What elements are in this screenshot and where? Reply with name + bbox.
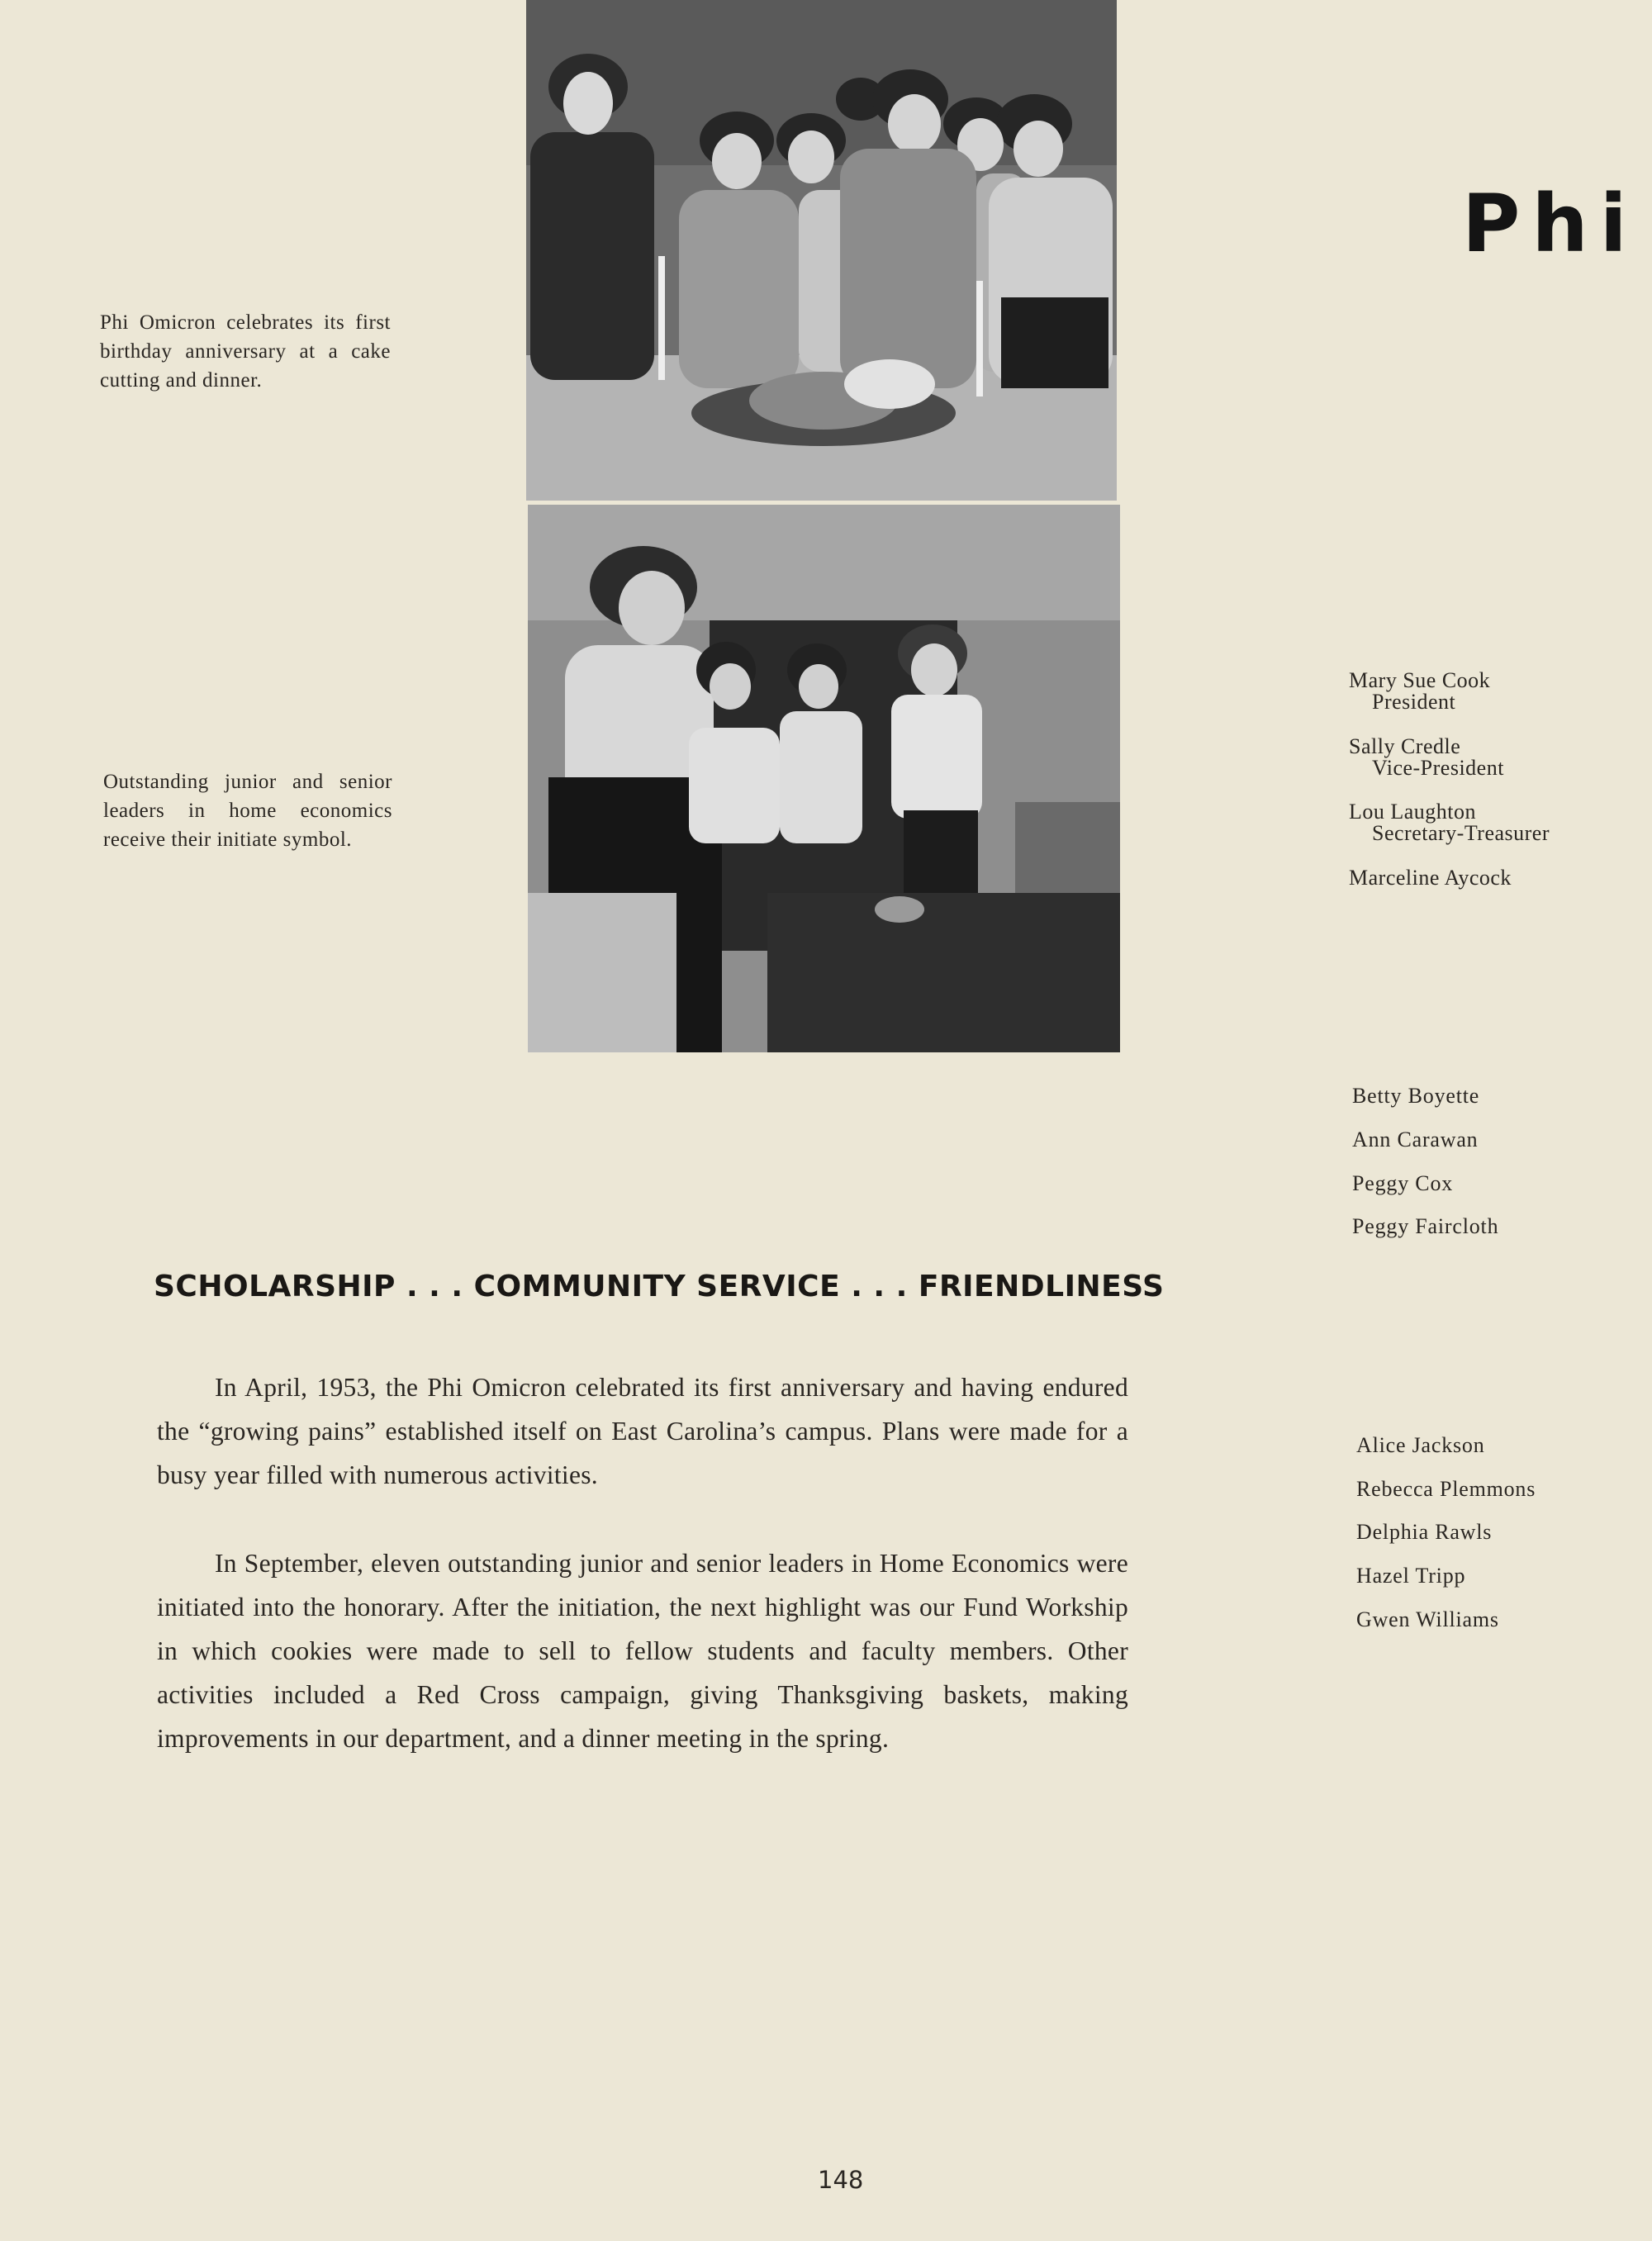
member-name: Betty Boyette xyxy=(1352,1084,1480,1108)
member-name: Ann Carawan xyxy=(1352,1128,1479,1151)
member-name: Peggy Cox xyxy=(1352,1171,1454,1195)
body-paragraph-2: In September, eleven outstanding junior and senior leaders in Home Economics were initiated into the honorary. After the initiation, the next highlight was our Fund Workship in which cookies were made to sell to fellow students and faculty members. Other activities included a Red Cross campaign, giving Thanksgiving baskets, making improvements in our department, and a dinner meeting in the spring. xyxy=(157,1549,1128,1753)
officer-role: Vice-President xyxy=(1372,756,1504,780)
member-name: Delphia Rawls xyxy=(1356,1520,1493,1544)
page-number: 148 xyxy=(818,2166,864,2194)
photo-cake-cutting xyxy=(526,0,1117,501)
officer-name: Sally Credle xyxy=(1349,734,1461,758)
body-paragraph-1: In April, 1953, the Phi Omicron celebrated its first anniversary and having endured the “growing pains” established itself on East Carolina’s campus. Plans were made for a busy year filled with numerous activities. xyxy=(157,1373,1128,1489)
caption-bottom-photo: Outstanding junior and senior leaders in home economics receive their initiate symbol. xyxy=(103,771,392,851)
member-name: Gwen Williams xyxy=(1356,1607,1499,1631)
officer-role: President xyxy=(1372,690,1456,714)
officer-vice-president xyxy=(1349,736,1504,779)
photo-initiation xyxy=(528,505,1120,1052)
section-heading: SCHOLARSHIP . . . COMMUNITY SERVICE . . . FRIENDLINESS xyxy=(154,1270,1165,1303)
member-name: Peggy Faircloth xyxy=(1352,1214,1499,1238)
member-name: Alice Jackson xyxy=(1356,1433,1485,1457)
member-name: Rebecca Plemmons xyxy=(1356,1477,1536,1501)
caption-top-photo: Phi Omicron celebrates its first birthday anniversary at a cake cutting and dinner. xyxy=(100,311,391,392)
officer-member xyxy=(1349,867,1512,889)
page-title: Phi xyxy=(1462,178,1639,270)
photo-initiation-image xyxy=(528,505,1120,1052)
officer-secretary-treasurer xyxy=(1349,801,1550,844)
officer-name: Mary Sue Cook xyxy=(1349,668,1491,692)
officer-president xyxy=(1349,670,1490,713)
officer-name: Lou Laughton xyxy=(1349,800,1477,824)
officer-name: Marceline Aycock xyxy=(1349,866,1512,890)
member-name: Hazel Tripp xyxy=(1356,1564,1466,1588)
photo-cake-cutting-image xyxy=(526,0,1117,501)
officer-role: Secretary-Treasurer xyxy=(1372,821,1550,845)
